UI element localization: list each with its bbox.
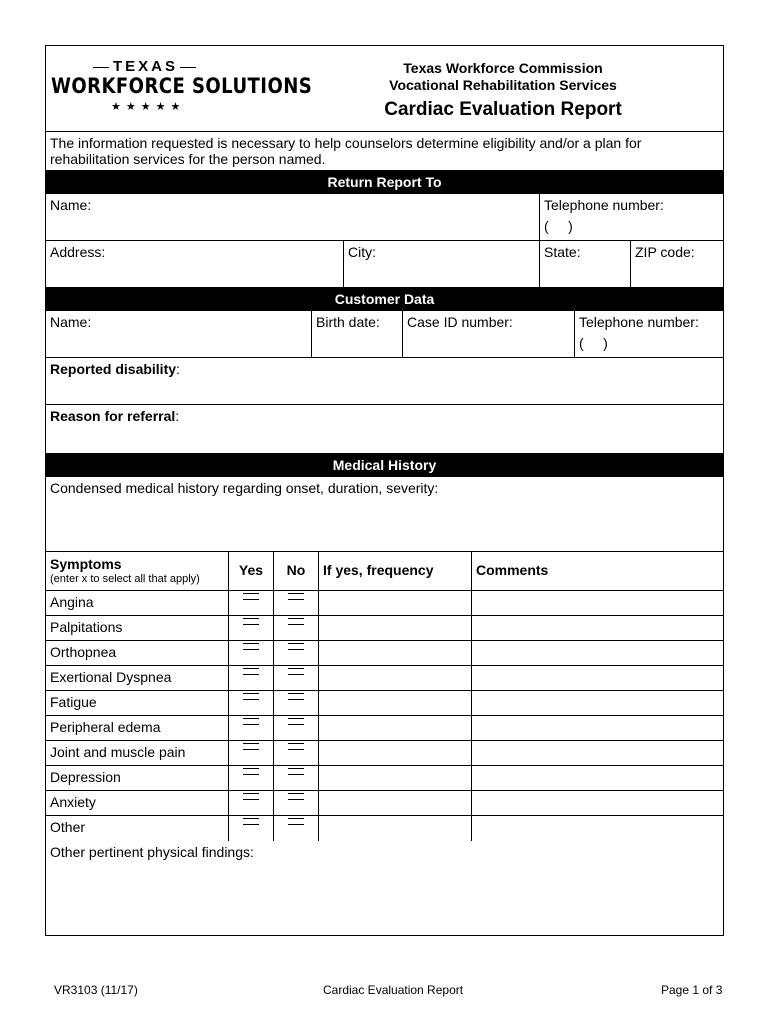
other-findings-row <box>46 841 723 935</box>
yes-checkbox[interactable] <box>229 741 274 765</box>
no-checkbox[interactable] <box>274 616 319 640</box>
symptom-label: Palpitations <box>46 616 229 640</box>
footer-page-number: Page 1 of 3 <box>661 983 723 997</box>
no-checkbox[interactable] <box>274 766 319 790</box>
yes-blank-2 <box>243 624 259 630</box>
yes-checkbox[interactable] <box>229 591 274 615</box>
no-checkbox[interactable] <box>274 591 319 615</box>
form-header <box>46 46 723 132</box>
symptom-rows <box>46 591 723 841</box>
frequency-field[interactable] <box>319 666 472 690</box>
customer-phone-field[interactable] <box>575 311 723 357</box>
frequency-field[interactable] <box>319 741 472 765</box>
comments-field[interactable] <box>472 641 723 665</box>
symptom-label: Angina <box>46 591 229 615</box>
no-checkbox[interactable] <box>274 716 319 740</box>
symptom-row <box>46 591 723 616</box>
comments-field[interactable] <box>472 741 723 765</box>
return-phone-label: Telephone number: <box>544 197 664 213</box>
other-findings-field[interactable] <box>46 841 723 935</box>
return-row-1 <box>46 194 723 241</box>
logo-stars: ★★★★★ <box>111 101 186 113</box>
symptom-row <box>46 741 723 766</box>
frequency-field[interactable] <box>319 766 472 790</box>
frequency-field[interactable] <box>319 816 472 841</box>
customer-row-1 <box>46 311 723 358</box>
no-blank-2 <box>288 824 304 830</box>
section-customer-data: Customer Data <box>46 288 723 311</box>
cardiac-evaluation-form <box>45 45 724 936</box>
customer-case-id-label: Case ID number: <box>407 314 513 330</box>
medical-history-field[interactable] <box>46 477 723 551</box>
no-checkbox[interactable] <box>274 791 319 815</box>
comments-field[interactable] <box>472 591 723 615</box>
yes-blank-2 <box>243 699 259 705</box>
colon: : <box>176 361 180 377</box>
organization <box>373 60 633 94</box>
no-blank-2 <box>288 624 304 630</box>
comments-field[interactable] <box>472 616 723 640</box>
yes-blank-2 <box>243 674 259 680</box>
yes-blank-2 <box>243 599 259 605</box>
reason-referral-label: Reason for referral <box>50 408 176 424</box>
no-blank-2 <box>288 674 304 680</box>
yes-blank-2 <box>243 749 259 755</box>
symptoms-header-row <box>46 552 723 591</box>
yes-checkbox[interactable] <box>229 666 274 690</box>
return-zip-field[interactable] <box>631 241 723 287</box>
comments-field[interactable] <box>472 791 723 815</box>
no-blank-2 <box>288 599 304 605</box>
yes-checkbox[interactable] <box>229 791 274 815</box>
yes-checkbox[interactable] <box>229 716 274 740</box>
return-state-label: State: <box>544 244 581 260</box>
intro-text: The information requested is necessary to help counselors determine eligibility and/or a plan for rehabilitation services for the person named. <box>46 132 723 171</box>
no-blank-2 <box>288 749 304 755</box>
reported-disability-field[interactable] <box>46 358 723 404</box>
section-medical-history: Medical History <box>46 454 723 477</box>
customer-birth-label: Birth date: <box>316 314 380 330</box>
symptom-row <box>46 791 723 816</box>
no-blank-2 <box>288 649 304 655</box>
yes-blank-2 <box>243 649 259 655</box>
return-phone-paren: ( ) <box>544 218 573 234</box>
customer-case-id-field[interactable] <box>403 311 575 357</box>
return-city-label: City: <box>348 244 376 260</box>
yes-checkbox[interactable] <box>229 641 274 665</box>
col-yes: Yes <box>229 552 274 590</box>
reported-disability-label: Reported disability <box>50 361 177 377</box>
reason-referral-field[interactable] <box>46 405 723 453</box>
customer-birth-field[interactable] <box>312 311 403 357</box>
no-checkbox[interactable] <box>274 641 319 665</box>
symptom-row <box>46 816 723 841</box>
no-blank-2 <box>288 774 304 780</box>
frequency-field[interactable] <box>319 641 472 665</box>
no-checkbox[interactable] <box>274 691 319 715</box>
frequency-field[interactable] <box>319 691 472 715</box>
yes-checkbox[interactable] <box>229 691 274 715</box>
col-comments: Comments <box>476 562 549 578</box>
org-line-2: Vocational Rehabilitation Services <box>389 77 617 93</box>
customer-phone-label: Telephone number: <box>579 314 699 330</box>
customer-phone-paren: ( ) <box>579 335 608 351</box>
no-checkbox[interactable] <box>274 741 319 765</box>
customer-row-disability <box>46 358 723 405</box>
frequency-field[interactable] <box>319 591 472 615</box>
footer-form-name: Cardiac Evaluation Report <box>323 983 464 997</box>
no-checkbox[interactable] <box>274 666 319 690</box>
symptom-row <box>46 766 723 791</box>
customer-name-label: Name: <box>50 314 92 330</box>
no-blank-2 <box>288 724 304 730</box>
symptom-label: Anxiety <box>46 791 229 815</box>
return-row-2 <box>46 241 723 288</box>
no-checkbox[interactable] <box>274 816 319 841</box>
yes-checkbox[interactable] <box>229 766 274 790</box>
symptom-label: Joint and muscle pain <box>46 741 229 765</box>
yes-blank-2 <box>243 724 259 730</box>
yes-blank-2 <box>243 824 259 830</box>
other-findings-label: Other pertinent physical findings: <box>50 844 254 860</box>
symptom-row <box>46 691 723 716</box>
return-name-field[interactable] <box>46 194 540 240</box>
org-line-1: Texas Workforce Commission <box>403 60 603 76</box>
logo-texas: TEXAS <box>113 58 179 75</box>
return-name-label: Name: <box>50 197 92 213</box>
comments-field[interactable] <box>472 691 723 715</box>
frequency-field[interactable] <box>319 716 472 740</box>
symptom-label: Other <box>46 816 229 841</box>
return-zip-label: ZIP code: <box>635 244 695 260</box>
texas-workforce-solutions-logo <box>51 54 313 116</box>
no-blank-2 <box>288 699 304 705</box>
logo-workforce-solutions: WORKFORCE SOLUTIONS <box>51 74 313 98</box>
col-symptoms-note: (enter x to select all that apply) <box>50 573 200 585</box>
return-phone-field[interactable] <box>540 194 723 240</box>
col-frequency: If yes, frequency <box>319 552 472 590</box>
symptom-row <box>46 666 723 691</box>
comments-field[interactable] <box>472 816 723 841</box>
return-address-label: Address: <box>50 244 106 260</box>
frequency-field[interactable] <box>319 616 472 640</box>
comments-field[interactable] <box>472 716 723 740</box>
return-state-field[interactable] <box>540 241 631 287</box>
yes-blank-2 <box>243 799 259 805</box>
colon: : <box>175 408 180 424</box>
col-no: No <box>274 552 319 590</box>
footer-form-id: VR3103 (11/17) <box>54 983 138 997</box>
symptom-row <box>46 716 723 741</box>
symptom-row <box>46 616 723 641</box>
customer-name-field[interactable] <box>46 311 312 357</box>
symptom-label: Depression <box>46 766 229 790</box>
yes-checkbox[interactable] <box>229 816 274 841</box>
frequency-field[interactable] <box>319 791 472 815</box>
comments-field[interactable] <box>472 766 723 790</box>
symptom-label: Fatigue <box>46 691 229 715</box>
page-title: Cardiac Evaluation Report <box>384 99 622 120</box>
col-symptoms-label: Symptoms <box>50 556 122 572</box>
symptom-label: Exertional Dyspnea <box>46 666 229 690</box>
yes-checkbox[interactable] <box>229 616 274 640</box>
customer-row-referral <box>46 405 723 454</box>
medical-history-row <box>46 477 723 552</box>
symptom-row <box>46 641 723 666</box>
symptom-label: Orthopnea <box>46 641 229 665</box>
medical-history-label: Condensed medical history regarding onset, duration, severity: <box>50 480 439 496</box>
yes-blank-2 <box>243 774 259 780</box>
return-city-field[interactable] <box>344 241 540 287</box>
col-symptoms <box>46 552 229 590</box>
no-blank-2 <box>288 799 304 805</box>
return-address-field[interactable] <box>46 241 344 287</box>
section-return-report: Return Report To <box>46 171 723 194</box>
comments-field[interactable] <box>472 666 723 690</box>
symptom-label: Peripheral edema <box>46 716 229 740</box>
